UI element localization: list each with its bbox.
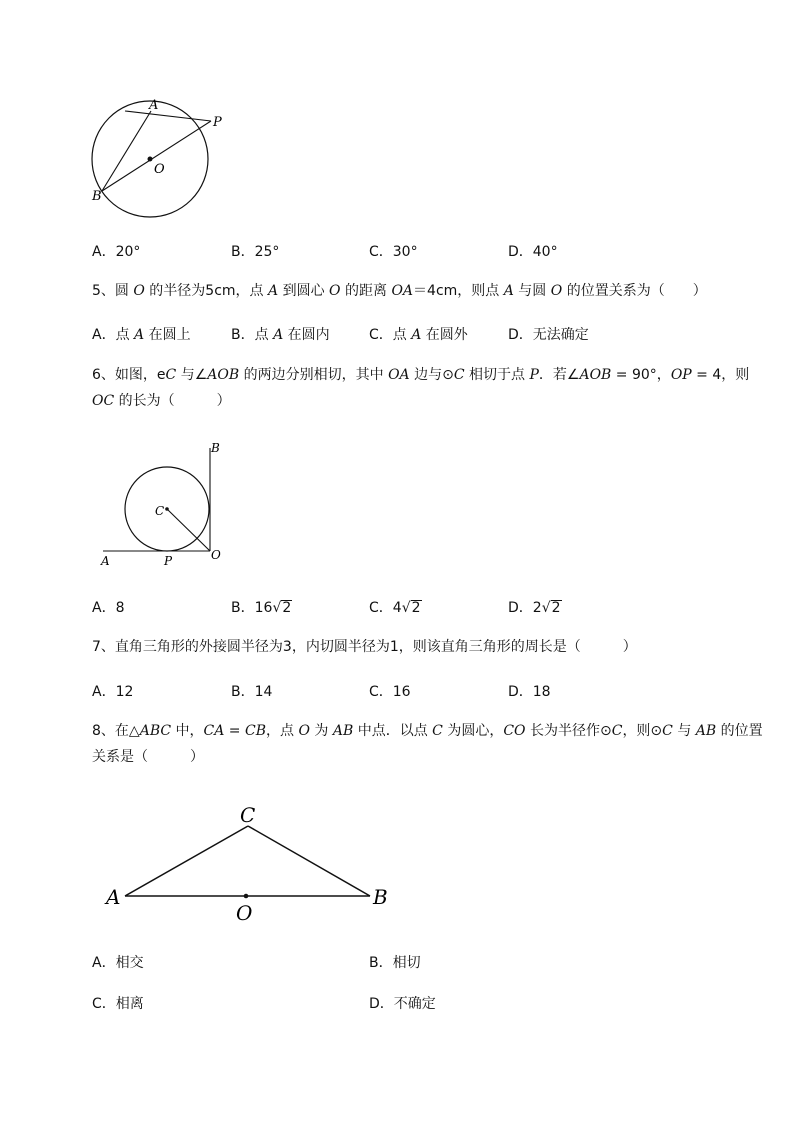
sqrt-sign: √ bbox=[401, 600, 411, 616]
figure-circle-tangent bbox=[85, 95, 235, 220]
label-o: O bbox=[211, 548, 221, 562]
q6-question-line1: 6、如图，eC 与∠AOB 的两边分别相切，其中 OA 边与⊙C 相切于点 P．若∠AOB = 90°，OP = 4，则 bbox=[92, 367, 750, 383]
q7-option-d[interactable]: D．18 bbox=[508, 684, 551, 700]
q8-question-line2: 关系是（ ） bbox=[92, 749, 204, 765]
center-dot-c bbox=[165, 507, 169, 511]
label-o: O bbox=[154, 162, 165, 177]
label-c: C bbox=[240, 803, 256, 827]
q5-option-b[interactable]: B．点 A 在圆内 bbox=[231, 327, 330, 343]
chord-ab bbox=[102, 111, 151, 191]
label-a: A bbox=[149, 98, 159, 113]
q5-option-c[interactable]: C．点 A 在圆外 bbox=[369, 327, 468, 343]
sqrt-sign: √ bbox=[272, 600, 282, 616]
q7-number: 7、 bbox=[92, 639, 115, 655]
label-c: C bbox=[155, 504, 165, 518]
label-a: A bbox=[101, 554, 110, 568]
label-p: P bbox=[213, 115, 222, 130]
q4-option-c[interactable]: C．30° bbox=[369, 244, 418, 260]
q5-question bbox=[92, 278, 707, 304]
q5-number: 5、 bbox=[92, 283, 115, 299]
q5-option-d[interactable]: D．无法确定 bbox=[508, 327, 589, 343]
sqrt-sign: √ bbox=[541, 600, 551, 616]
q4-option-a[interactable]: A．20° bbox=[92, 244, 141, 260]
q8-option-c[interactable]: C．相离 bbox=[92, 996, 144, 1012]
q5-option-a[interactable]: A．点 A 在圆上 bbox=[92, 327, 191, 343]
q8-number: 8、 bbox=[92, 723, 115, 739]
label-b: B bbox=[373, 885, 388, 909]
q5-text: 圆 O 的半径为5cm，点 A 到圆心 O 的距离 OA＝4cm，则点 A 与圆 O 的位置关系为（ ） bbox=[114, 283, 707, 299]
label-a: A bbox=[106, 885, 121, 909]
q7-text: 直角三角形的外接圆半径为3，内切圆半径为1，则该直角三角形的周长是（ ） bbox=[114, 639, 637, 655]
q8-option-a[interactable]: A．相交 bbox=[92, 955, 144, 971]
q7-option-a[interactable]: A．12 bbox=[92, 684, 134, 700]
figure-triangle-abc bbox=[100, 800, 400, 925]
center-dot-o bbox=[148, 157, 153, 162]
side-cb bbox=[248, 826, 370, 896]
q6-option-b[interactable]: B．16√2 bbox=[231, 600, 292, 616]
side-ca bbox=[125, 826, 248, 896]
label-b: B bbox=[92, 189, 102, 204]
secant-bp bbox=[102, 121, 211, 191]
q8-question-line1: 8、在△ABC 中，CA = CB，点 O 为 AB 中点．以点 C 为圆心，CO 长为半径作⊙C，则⊙C 与 AB 的位置 bbox=[92, 723, 763, 739]
q6-option-c[interactable]: C．4√2 bbox=[369, 600, 421, 616]
q6-option-d[interactable]: D．2√2 bbox=[508, 600, 561, 616]
q7-question bbox=[92, 634, 637, 660]
q6-number: 6、 bbox=[92, 367, 115, 383]
q8-option-d[interactable]: D．不确定 bbox=[369, 996, 436, 1012]
q7-option-b[interactable]: B．14 bbox=[231, 684, 273, 700]
label-o: O bbox=[236, 901, 253, 925]
q6-option-a[interactable]: A．8 bbox=[92, 600, 125, 616]
label-b: B bbox=[211, 441, 220, 455]
q4-option-b[interactable]: B．25° bbox=[231, 244, 280, 260]
label-p: P bbox=[164, 554, 173, 568]
q8-option-b[interactable]: B．相切 bbox=[369, 955, 421, 971]
figure-right-angle-circle bbox=[95, 438, 235, 573]
q4-option-d[interactable]: D．40° bbox=[508, 244, 558, 260]
midpoint-dot-o bbox=[244, 894, 249, 899]
tangent-line-pa bbox=[125, 111, 211, 121]
q6-question-line2: OC 的长为（ ） bbox=[92, 393, 231, 409]
q7-option-c[interactable]: C．16 bbox=[369, 684, 411, 700]
